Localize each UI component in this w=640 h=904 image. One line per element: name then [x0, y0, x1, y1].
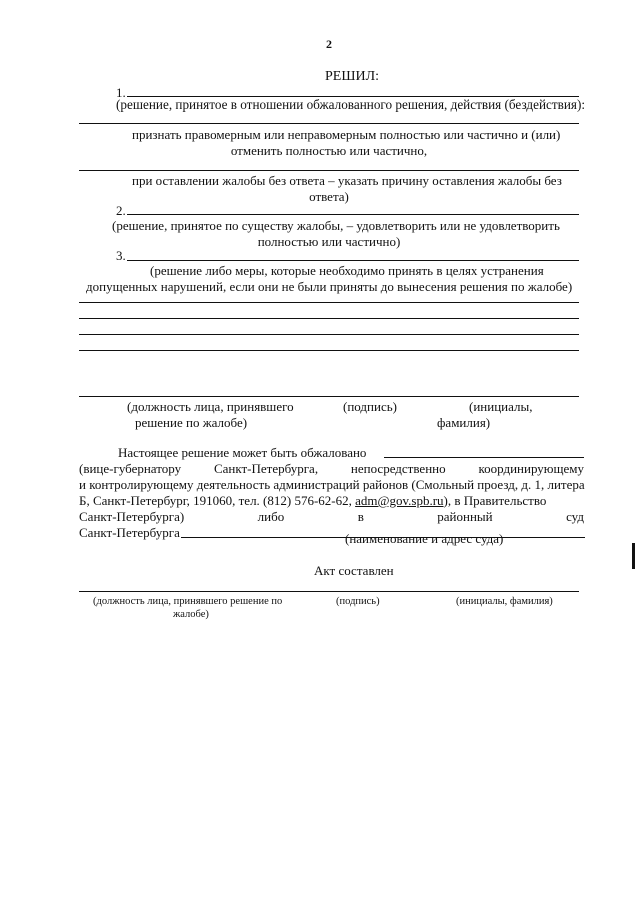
signature-sign-caption: (подпись) [343, 399, 397, 414]
item-2-caption-line1: (решение, принятое по существу жалобы, – удовлетворить или не удовлетворить [112, 218, 560, 233]
appeal-row-1-word-1: (вице-губернатору [79, 461, 182, 476]
appeal-row-4-word-3: в [357, 509, 364, 524]
item-1-fill-line-2 [79, 123, 579, 124]
item-3-caption-line2: допущенных нарушений, если они не были приняты до вынесения решения по жалобе) [86, 279, 573, 294]
blank-line-1 [79, 302, 579, 303]
item-2-fill-line [127, 214, 579, 215]
binding-mark [632, 543, 635, 569]
item-1-number: 1. [116, 85, 126, 100]
blank-line-3 [79, 334, 579, 335]
page-number: 2 [326, 37, 332, 51]
appeal-row-3-start: Б, Санкт-Петербург, 191060, тел. (812) 576-62-62, [79, 493, 352, 508]
appeal-row-4 [79, 509, 584, 524]
act-title: Акт составлен [314, 563, 394, 578]
act-position-line1: (должность лица, принявшего решение по [93, 596, 283, 607]
appeal-intro: Настоящее решение может быть обжаловано [118, 445, 367, 460]
item-1-option1-line1: признать правомерным или неправомерным полностью или частично и (или) [132, 127, 561, 142]
act-sign-caption: (подпись) [336, 596, 380, 607]
appeal-row-1-word-3: непосредственно [350, 461, 446, 476]
item-1-caption: (решение, принятое в отношении обжалованного решения, действия (бездействия): [116, 97, 586, 112]
appeal-row-2: и контролирующему деятельность администраций районов (Смольный проезд, д. 1, литера [79, 477, 585, 492]
appeal-row-4-word-5: суд [566, 509, 584, 524]
blank-line-2 [79, 318, 579, 319]
item-1-option2-line2: ответа) [309, 189, 349, 204]
appeal-fill-line [384, 457, 584, 458]
page-title: РЕШИЛ: [325, 69, 379, 84]
signature-name-line1: (инициалы, [469, 399, 533, 414]
item-3-caption-line1: (решение либо меры, которые необходимо принять в целях устранения [150, 263, 544, 278]
signature-line [79, 396, 579, 397]
court-caption: (наименование и адрес суда) [345, 531, 504, 546]
email-link[interactable]: adm@gov.spb.ru [355, 493, 444, 508]
blank-line-4 [79, 350, 579, 351]
item-3-fill-line [127, 260, 579, 261]
appeal-row-1-word-4: координирующему [478, 461, 584, 476]
item-2-number: 2. [116, 203, 126, 218]
act-position-line2: жалобе) [173, 609, 209, 620]
appeal-row-4-word-4: районный [437, 509, 493, 524]
appeal-row-4-word-2: либо [257, 509, 285, 524]
signature-position-line1: (должность лица, принявшего [127, 399, 294, 414]
item-1-option1-line2: отменить полностью или частично, [230, 143, 428, 158]
item-2-caption-line2: полностью или частично) [257, 234, 401, 249]
appeal-row-3-end: ), в Правительство [443, 493, 547, 508]
act-name-caption: (инициалы, фамилия) [456, 596, 553, 607]
signature-name-line2: фамилия) [437, 415, 491, 430]
appeal-row-1 [79, 461, 584, 476]
appeal-row-4-word-1: Санкт-Петербурга) [79, 509, 185, 524]
item-1-fill-line-3 [79, 170, 579, 171]
signature-position-line2: решение по жалобе) [135, 415, 248, 430]
item-3-number: 3. [116, 248, 126, 263]
appeal-row-1-word-2: Санкт-Петербурга, [213, 461, 319, 476]
item-1-option2-line1: при оставлении жалобы без ответа – указать причину оставления жалобы без [132, 173, 562, 188]
appeal-row-5: Санкт-Петербурга [79, 525, 180, 540]
act-signature-line [79, 591, 579, 592]
appeal-row-3 [79, 493, 546, 508]
